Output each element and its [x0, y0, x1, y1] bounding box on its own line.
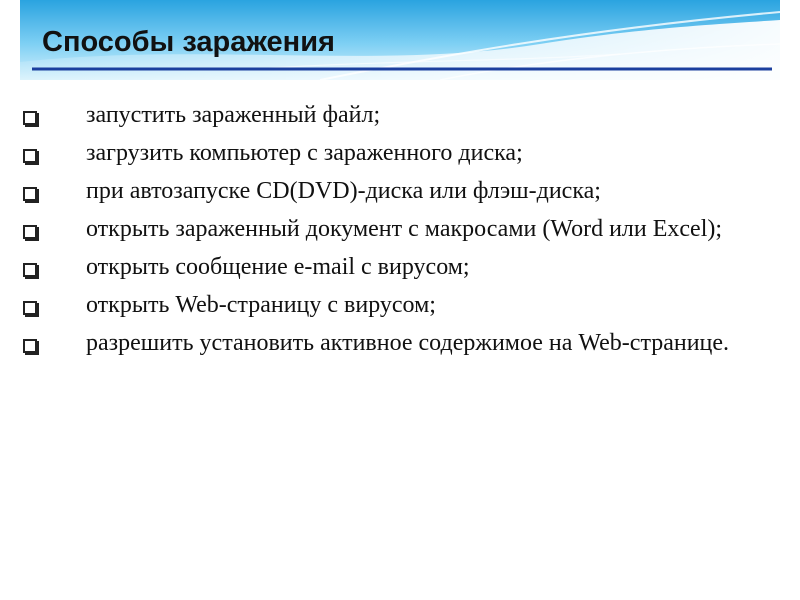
list-item — [20, 328, 756, 358]
list-item-text: запустить зараженный файл; — [86, 102, 381, 128]
list-item — [20, 214, 756, 244]
list-item-text: открыть сообщение e-mail с вирусом; — [86, 254, 470, 280]
list-item — [20, 252, 756, 282]
checkbox-square-icon — [23, 301, 37, 315]
list-item — [20, 290, 756, 320]
list-item-text: разрешить установить активное содержимое на Web-странице. — [86, 330, 730, 356]
bullet-list — [20, 100, 756, 366]
list-item-text: загрузить компьютер с зараженного диска; — [86, 140, 523, 166]
checkbox-square-icon — [23, 225, 37, 239]
checkbox-square-icon — [23, 187, 37, 201]
list-item-text: при автозапуске CD(DVD)-диска или флэш-диска; — [86, 178, 601, 204]
list-item — [20, 100, 756, 130]
list-item — [20, 176, 756, 206]
slide-title: Способы заражения — [42, 26, 335, 58]
list-item-text: открыть зараженный документ с макросами (Word или Excel); — [86, 216, 723, 242]
checkbox-square-icon — [23, 263, 37, 277]
checkbox-square-icon — [23, 149, 37, 163]
checkbox-square-icon — [23, 111, 37, 125]
list-item-text: открыть Web-страницу с вирусом; — [86, 292, 436, 318]
checkbox-square-icon — [23, 339, 37, 353]
list-item — [20, 138, 756, 168]
